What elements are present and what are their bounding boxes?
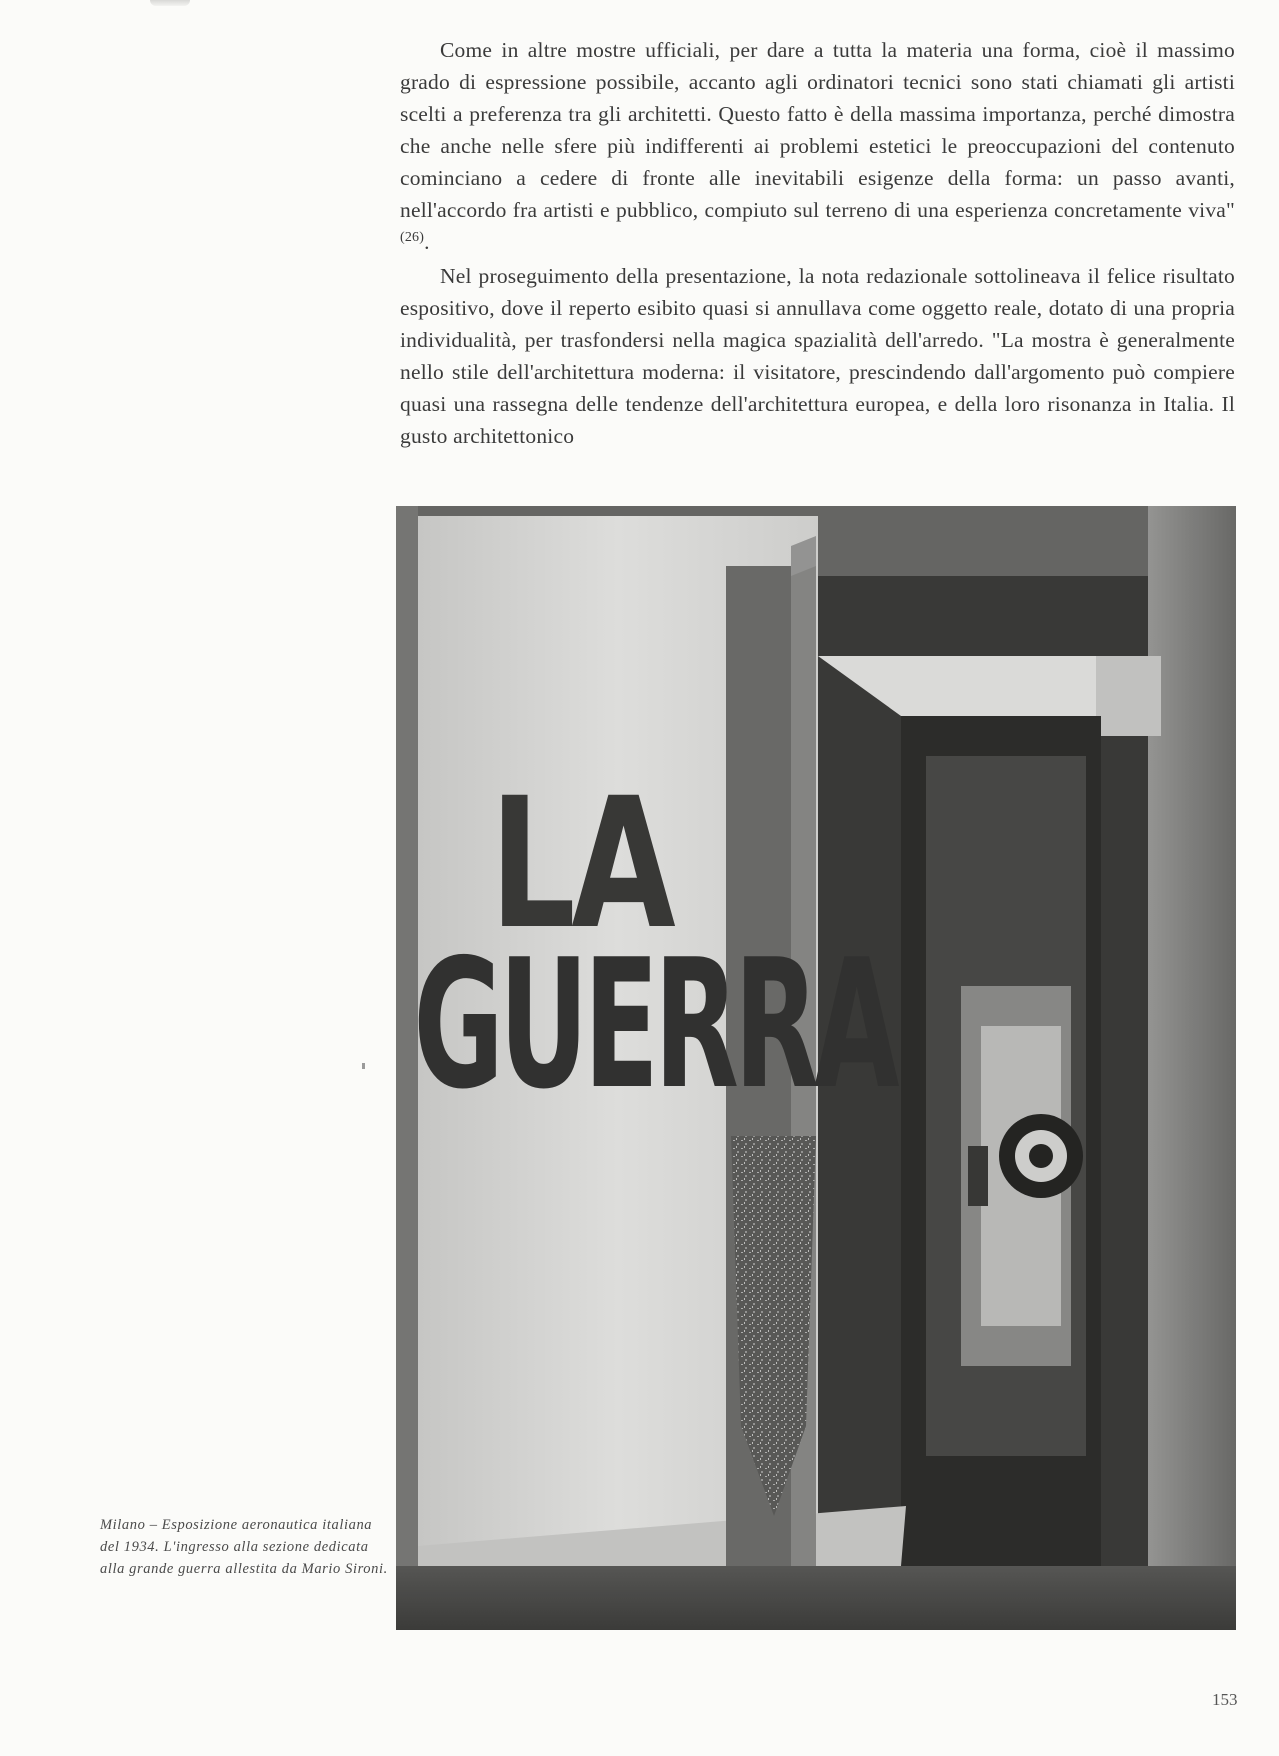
- paragraph-1-end: .: [424, 230, 430, 254]
- sign-text-la: LA: [489, 758, 672, 969]
- paragraph-2: Nel proseguimento della presentazione, la nota redazionale sottolineava il felice risultato espositivo, dove il reperto esibito quasi si annullava come oggetto reale, dotato di una propria individualità, per trasfondersi nella magica spazialità dell'arredo. "La mostra è generalmente nello stile dell'architettura moderna: il visitatore, prescindendo dall'argomento può compiere quasi una rassegna delle tendenze dell'architettura europea, e della loro risonanza in Italia. Il gusto architettonico: [400, 264, 1235, 448]
- footnote-ref: (26): [400, 229, 425, 245]
- exhibition-photo: [396, 506, 1236, 1630]
- sign-text-guerra: GUERRA: [413, 921, 895, 1129]
- scan-corner-mark: [150, 0, 190, 6]
- photo-caption: Milano – Esposizione aeronautica italiana del 1934. L'ingresso alla sezione dedicata alla grande guerra allestita da Mario Sironi.: [100, 1517, 388, 1577]
- paragraph-1: [400, 34, 1235, 258]
- page-number: 153: [1212, 1690, 1238, 1709]
- paragraph-1-text: Come in altre mostre ufficiali, per dare a tutta la materia una forma, cioè il massimo grado di espressione possibile, accanto agli ordinatori tecnici sono stati chiamati gli artisti scelti a preferenza tra gli architetti. Questo fatto è della massima importanza, perché dimostra che anche nelle sfere più indifferenti ai problemi estetici le preoccupazioni del contenuto cominciano a cedere di fronte alle inevitabili esigenze della forma: un passo avanti, nell'accordo fra artisti e pubblico, compiuto sul terreno di una esperienza concretamente viva": [400, 38, 1235, 222]
- scan-speck: [362, 1063, 365, 1069]
